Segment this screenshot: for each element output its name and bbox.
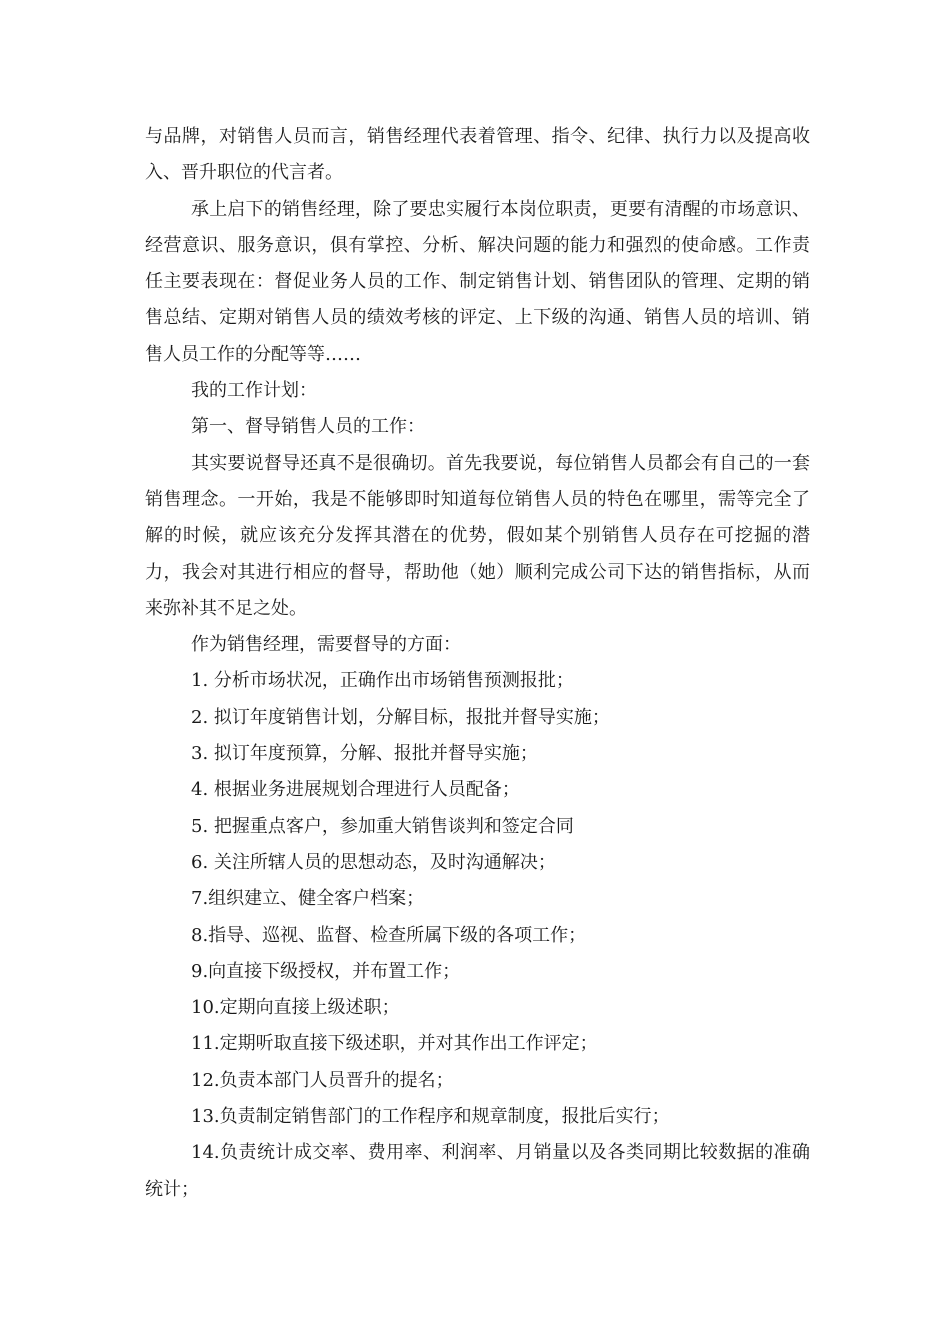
list-item: 2. 拟订年度销售计划，分解目标，报批并督导实施；: [191, 706, 610, 728]
list-item: 5. 把握重点客户，参加重大销售谈判和签定合同: [191, 815, 574, 837]
list-item: 12.负责本部门人员晋升的提名；: [191, 1069, 454, 1091]
list-item: 1. 分析市场状况，正确作出市场销售预测报批；: [191, 670, 574, 692]
section-heading-supervision: 第一、督导销售人员的工作：: [191, 416, 425, 438]
list-intro: 作为销售经理，需要督导的方面：: [191, 634, 461, 656]
list-item: 8.指导、巡视、监督、检查所属下级的各项工作；: [191, 924, 587, 946]
list-item: 14.负责统计成交率、费用率、利润率、月销量以及各类同期比较数据的准确统计；: [145, 1142, 810, 1200]
list-item: 10.定期向直接上级述职；: [191, 997, 400, 1019]
list-item: 9.向直接下级授权，并布置工作；: [191, 960, 461, 982]
paragraph-continuation: 与品牌，对销售人员而言，销售经理代表着管理、指令、纪律、执行力以及提高收入、晋升职位的代言者。: [145, 126, 810, 184]
section-heading-work-plan: 我的工作计划：: [191, 380, 317, 402]
list-item: 3. 拟订年度预算，分解、报批并督导实施；: [191, 743, 538, 765]
list-item: 11.定期听取直接下级述职，并对其作出工作评定；: [191, 1033, 598, 1055]
document-body: [145, 119, 810, 1208]
list-item: 7.组织建立、健全客户档案；: [191, 888, 425, 910]
list-item: 13.负责制定销售部门的工作程序和规章制度，报批后实行；: [191, 1106, 670, 1128]
paragraph-supervision: 其实要说督导还真不是很确切。首先我要说，每位销售人员都会有自己的一套销售理念。一开始，我是不能够即时知道每位销售人员的特色在哪里，需等完全了解的时候，就应该充分发挥其潜在的优势，假如某个别销售人员存在可挖掘的潜力，我会对其进行相应的督导，帮助他（她）顺利完成公司下达的销售指标，从而来弥补其不足之处。: [145, 452, 810, 619]
list-item: 6. 关注所辖人员的思想动态，及时沟通解决；: [191, 851, 556, 873]
list-item: 4. 根据业务进展规划合理进行人员配备；: [191, 779, 520, 801]
paragraph-manager-duties: 承上启下的销售经理，除了要忠实履行本岗位职责，更要有清醒的市场意识、经营意识、服务意识，俱有掌控、分析、解决问题的能力和强烈的使命感。工作责任主要表现在：督促业务人员的工作、制定销售计划、销售团队的管理、定期的销售总结、定期对销售人员的绩效考核的评定、上下级的沟通、销售人员的培训、销售人员工作的分配等等……: [145, 198, 810, 365]
